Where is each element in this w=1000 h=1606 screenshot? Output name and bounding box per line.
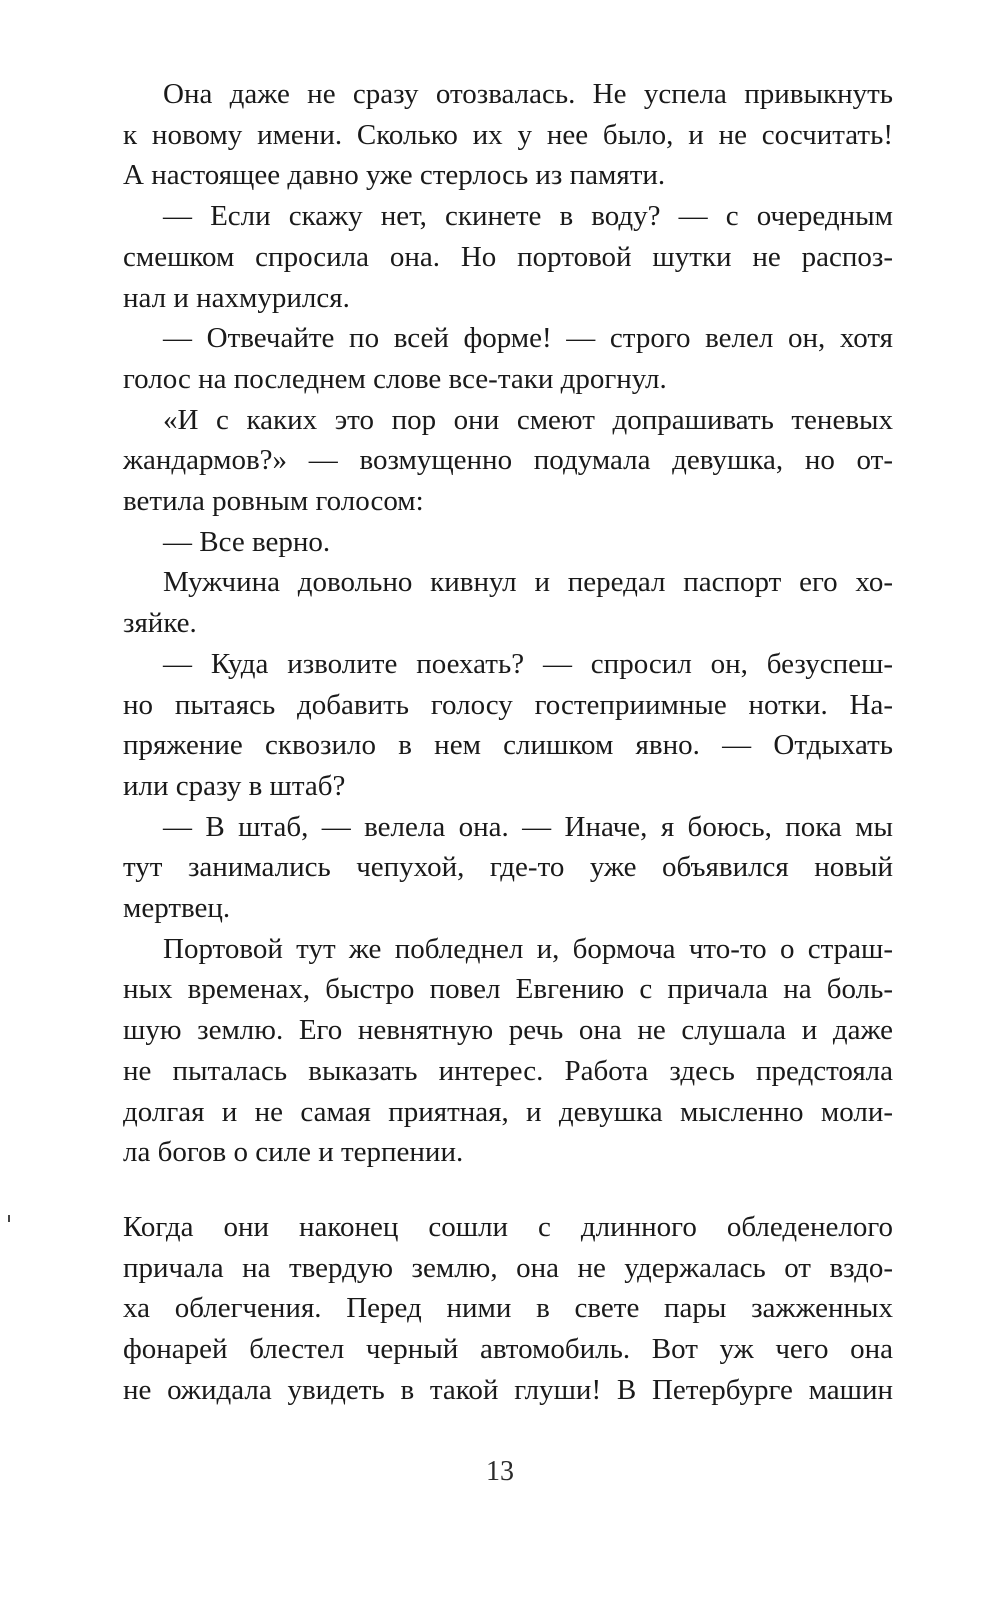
text-line: — Куда изволите поехать? — спросил он, безуспеш- xyxy=(163,647,893,680)
text-line: Когда они наконец сошли с длинного обледенелого xyxy=(123,1211,893,1243)
text-line: мертвец. xyxy=(123,892,231,925)
text-line: — Все верно. xyxy=(163,525,331,558)
text-line: причала на твердую землю, она не удержалась от вздо- xyxy=(123,1251,893,1284)
text-line: тут занимались чепухой, где-то уже объявился новый xyxy=(123,851,893,884)
text-line: зяйке. xyxy=(123,607,197,640)
text-line: к новому имени. Сколько их у нее было, и не сосчитать! xyxy=(123,118,893,151)
text-line: смешком спросила она. Но портовой шутки не распоз- xyxy=(123,240,893,273)
scan-speck xyxy=(8,1215,10,1222)
text-line: шую землю. Его невнятную речь она не слушала и даже xyxy=(123,1014,893,1047)
text-line: ных временах, быстро повел Евгению с причала на боль- xyxy=(123,973,893,1006)
text-line: А настоящее давно уже стерлось из памяти. xyxy=(123,159,666,192)
text-line: Она даже не сразу отозвалась. Не успела привыкнуть xyxy=(163,78,893,110)
text-line: или сразу в штаб? xyxy=(123,769,346,802)
text-line: — В штаб, — велела она. — Иначе, я боюсь, пока мы xyxy=(163,810,893,843)
text-line: не ожидала увидеть в такой глуши! В Петербурге машин xyxy=(123,1373,893,1406)
text-line: не пыталась выказать интерес. Работа здесь предстояла xyxy=(123,1054,893,1087)
text-line: Мужчина довольно кивнул и передал паспорт его хо- xyxy=(163,566,893,599)
text-line: Портовой тут же побледнел и, бормоча что-то о страш- xyxy=(163,932,893,965)
text-line: голос на последнем слове все-таки дрогнул. xyxy=(123,362,667,395)
text-line: жандармов?» — возмущенно подумала девушка, но от- xyxy=(123,444,893,477)
text-section-1 xyxy=(123,74,893,1173)
text-line: но пытаясь добавить голосу гостеприимные нотки. На- xyxy=(123,688,893,721)
text-line: ветила ровным голосом: xyxy=(123,485,424,518)
text-line: «И с каких это пор они смеют допрашивать теневых xyxy=(163,403,893,436)
page-number: 13 xyxy=(486,1456,514,1487)
text-line: ла богов о силе и терпении. xyxy=(123,1136,464,1169)
text-line: — Отвечайте по всей форме! — строго велел он, хотя xyxy=(163,322,893,355)
text-line: нал и нахмурился. xyxy=(123,281,350,314)
text-line: пряжение сквозило в нем слишком явно. — Отдыхать xyxy=(123,729,893,762)
text-line: фонарей блестел черный автомобиль. Вот уж чего она xyxy=(123,1333,893,1366)
text-line: ха облегчения. Перед ними в свете пары зажженных xyxy=(123,1292,893,1325)
text-line: долгая и не самая приятная, и девушка мысленно моли- xyxy=(123,1095,893,1128)
text-section-2 xyxy=(123,1207,893,1411)
text-line: — Если скажу нет, скинете в воду? — с очередным xyxy=(163,200,893,233)
